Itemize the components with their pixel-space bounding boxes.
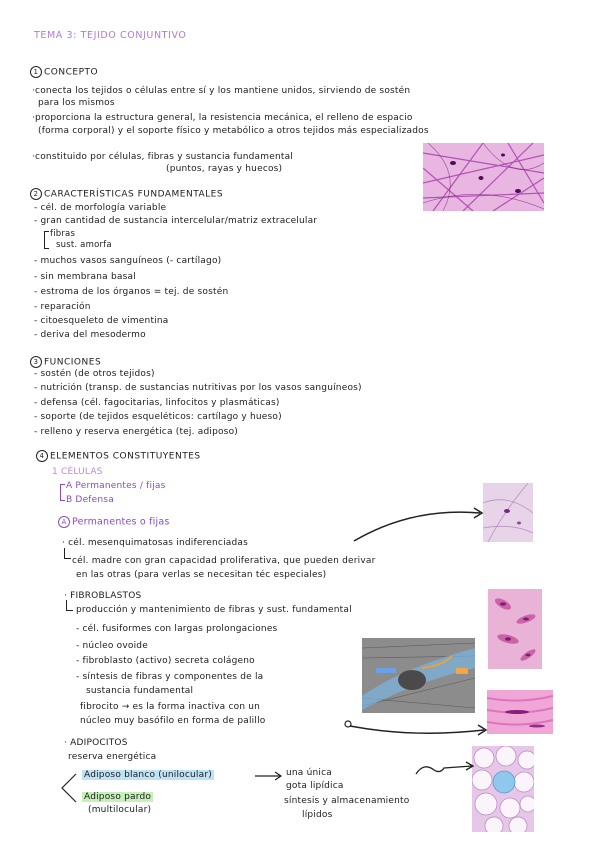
list-item: - sin membrana basal [34, 272, 136, 282]
list-item: fibras [50, 229, 76, 239]
section-heading-text: ELEMENTOS CONSTITUYENTES [50, 451, 201, 462]
section-heading-text: CONCEPTO [44, 67, 99, 78]
list-item: - síntesis de fibras y componentes de la [76, 672, 264, 682]
concepto-line: ·constituido por células, fibras y sustancia fundamental [32, 152, 293, 162]
bracket [44, 231, 49, 249]
list-item: - cél. de morfología variable [34, 203, 167, 213]
section-caracteristicas-heading [30, 188, 223, 200]
section-heading-text: Permanentes o fijas [72, 516, 170, 528]
fibrocito-line: fibrocito → es la forma inactiva con un [80, 702, 261, 712]
bracket [58, 772, 78, 806]
list-item: - fibroblasto (activo) secreta colágeno [76, 656, 255, 666]
page-title: TEMA 3: TEJIDO CONJUNTIVO [34, 30, 187, 41]
mesenquimatosas-line: cél. madre con gran capacidad proliferativa, que pueden derivar [72, 556, 376, 566]
section-heading-text: FUNCIONES [44, 357, 102, 368]
adiposo-pardo-label2: (multilocular) [88, 805, 152, 815]
section-concepto-heading [30, 66, 98, 78]
section-funciones-heading [30, 356, 101, 368]
bracket [60, 484, 65, 501]
fibrocito-line: núcleo muy basófilo en forma de palillo [80, 716, 266, 726]
list-item: sustancia fundamental [86, 686, 194, 696]
fibroblast-micrograph [488, 589, 542, 669]
section-number: A [58, 516, 70, 528]
fibroblastos-heading: · FIBROBLASTOS [64, 591, 142, 601]
list-item: A Permanentes / fijas [66, 481, 166, 491]
concepto-line: ·proporciona la estructura general, la resistencia mecánica, el relleno de espacio [32, 113, 413, 123]
adiposo-pardo-result: lípidos [302, 810, 333, 820]
section-number: 3 [30, 356, 42, 368]
adiposo-blanco-text: Adiposo blanco (unilocular) [84, 770, 212, 780]
concepto-line: (forma corporal) y el soporte físico y metabólico a otros tejidos más especializados [38, 126, 429, 136]
concepto-line: (puntos, rayas y huecos) [166, 164, 283, 174]
bracket [64, 548, 71, 559]
section-number: 2 [30, 188, 42, 200]
adipose-micrograph [472, 746, 534, 832]
list-item: - deriva del mesodermo [34, 330, 146, 340]
mesenquimatosas-line: en las otras (para verlas se necesitan téc especiales) [76, 570, 327, 580]
section-number: 1 [30, 66, 42, 78]
section-heading-text: CARACTERÍSTICAS FUNDAMENTALES [44, 189, 224, 200]
list-item: - reparación [34, 302, 91, 312]
concepto-line: para los mismos [38, 98, 115, 108]
arrow [414, 760, 476, 780]
list-item: - soporte (de tejidos esqueléticos: cartílago y hueso) [34, 412, 282, 422]
adipocitos-heading: · ADIPOCITOS [64, 738, 128, 748]
section-elementos-heading [36, 450, 201, 462]
arrow [344, 716, 490, 738]
adiposo-blanco-result: una única [286, 768, 332, 778]
electron-micrograph [362, 638, 475, 713]
list-item: - núcleo ovoide [76, 641, 148, 651]
subsection-permanentes-heading [58, 516, 170, 528]
list-item: - gran cantidad de sustancia intercelular/matriz extracelular [34, 216, 318, 226]
adiposo-pardo-text: Adiposo pardo [84, 792, 152, 802]
mesenquimatosas-line: · cél. mesenquimatosas indiferenciadas [62, 538, 249, 548]
adiposo-pardo-result: síntesis y almacenamiento [284, 796, 410, 806]
list-item: - relleno y reserva energética (tej. adiposo) [34, 427, 238, 437]
adipocitos-subheading: reserva energética [68, 752, 157, 762]
concepto-line: ·conecta los tejidos o células entre sí y los mantiene unidos, sirviendo de sostén [32, 86, 411, 96]
arrow [254, 770, 284, 782]
subsection-celulas: 1 CÉLULAS [52, 467, 103, 477]
bracket [66, 600, 73, 611]
list-item: - estroma de los órganos = tej. de sostén [34, 287, 229, 297]
adiposo-pardo-label [82, 792, 153, 802]
list-item: - sostén (de otros tejidos) [34, 369, 155, 379]
list-item: - muchos vasos sanguíneos (- cartílago) [34, 256, 222, 266]
fibers-micrograph [423, 143, 544, 211]
list-item: - nutrición (transp. de sustancias nutritivas por los vasos sanguíneos) [34, 383, 362, 393]
list-item: - cél. fusiformes con largas prolongaciones [76, 624, 278, 634]
section-number: 4 [36, 450, 48, 462]
list-item: B Defensa [66, 495, 114, 505]
list-item: - defensa (cél. fagocitarias, linfocitos y plasmáticas) [34, 398, 280, 408]
fibrocyte-micrograph [487, 690, 553, 734]
mesenchymal-micrograph [483, 483, 533, 542]
arrow [352, 505, 484, 545]
adiposo-blanco-result: gota lipídica [286, 781, 344, 791]
adiposo-blanco-label [82, 770, 214, 780]
list-item: sust. amorfa [56, 240, 112, 250]
list-item: producción y mantenimiento de fibras y sust. fundamental [76, 605, 352, 615]
list-item: - citoesqueleto de vimentina [34, 316, 169, 326]
